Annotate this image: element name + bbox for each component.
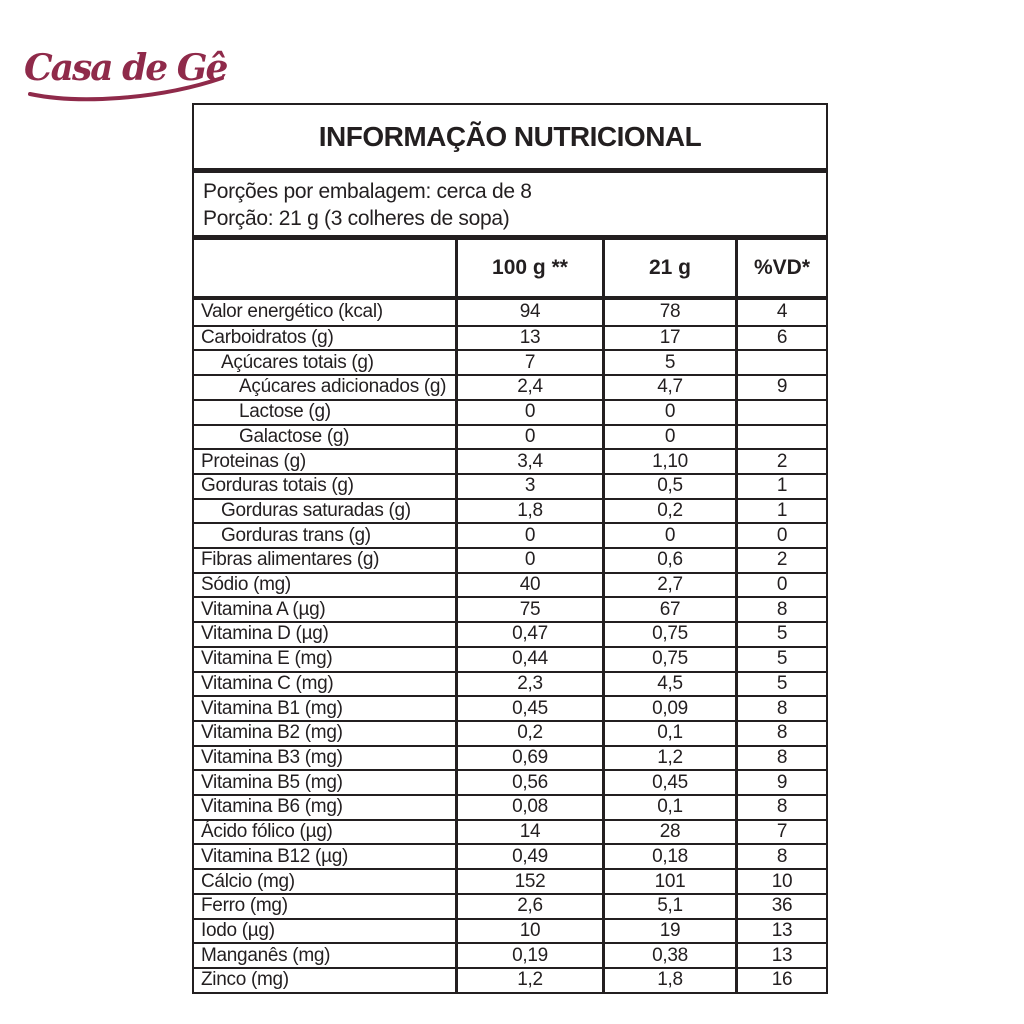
cell-vd: 5 bbox=[735, 673, 826, 696]
row-label: Carboidratos (g) bbox=[201, 327, 334, 349]
cell-vd: 10 bbox=[735, 870, 826, 893]
cell-21g: 4,7 bbox=[602, 376, 735, 399]
row-label: Vitamina B12 (µg) bbox=[201, 845, 349, 867]
cell-100g: 75 bbox=[455, 598, 602, 621]
cell-21g: 0,75 bbox=[602, 623, 735, 646]
row-label: Vitamina B1 (mg) bbox=[201, 697, 343, 719]
column-header-row bbox=[194, 240, 826, 300]
row-label: Galactose (g) bbox=[239, 425, 350, 447]
table-row bbox=[194, 819, 826, 844]
row-label: Gorduras totais (g) bbox=[201, 475, 354, 497]
cell-vd: 4 bbox=[735, 300, 826, 325]
cell-vd: 8 bbox=[735, 747, 826, 770]
table-row bbox=[194, 399, 826, 424]
cell-21g: 19 bbox=[602, 920, 735, 943]
table-row bbox=[194, 349, 826, 374]
table-row bbox=[194, 374, 826, 399]
cell-100g: 0 bbox=[455, 401, 602, 424]
cell-21g: 2,7 bbox=[602, 574, 735, 597]
cell-vd: 0 bbox=[735, 524, 826, 547]
row-label: Fibras alimentares (g) bbox=[201, 549, 380, 571]
cell-vd: 8 bbox=[735, 722, 826, 745]
cell-vd: 6 bbox=[735, 327, 826, 350]
cell-21g: 0,75 bbox=[602, 648, 735, 671]
cell-vd: 8 bbox=[735, 796, 826, 819]
cell-21g: 0,2 bbox=[602, 500, 735, 523]
table-row bbox=[194, 794, 826, 819]
row-label: Vitamina A (µg) bbox=[201, 598, 326, 620]
cell-vd: 9 bbox=[735, 376, 826, 399]
cell-100g: 0,56 bbox=[455, 771, 602, 794]
row-label: Lactose (g) bbox=[239, 401, 331, 423]
cell-21g: 0,18 bbox=[602, 845, 735, 868]
cell-21g: 0 bbox=[602, 524, 735, 547]
table-body bbox=[194, 300, 826, 992]
cell-vd: 2 bbox=[735, 450, 826, 473]
cell-100g: 0,2 bbox=[455, 722, 602, 745]
row-label: Iodo (µg) bbox=[201, 919, 275, 941]
table-row bbox=[194, 621, 826, 646]
cell-100g: 0 bbox=[455, 524, 602, 547]
cell-vd bbox=[735, 351, 826, 374]
cell-100g: 14 bbox=[455, 821, 602, 844]
row-label: Cálcio (mg) bbox=[201, 870, 295, 892]
table-row bbox=[194, 671, 826, 696]
cell-100g: 3,4 bbox=[455, 450, 602, 473]
table-row bbox=[194, 646, 826, 671]
table-row bbox=[194, 498, 826, 523]
cell-100g: 40 bbox=[455, 574, 602, 597]
row-label: Ácido fólico (µg) bbox=[201, 821, 333, 843]
cell-100g: 0,08 bbox=[455, 796, 602, 819]
table-row bbox=[194, 843, 826, 868]
cell-100g: 2,4 bbox=[455, 376, 602, 399]
cell-21g: 0 bbox=[602, 401, 735, 424]
row-label: Açúcares totais (g) bbox=[221, 351, 374, 373]
table-row bbox=[194, 522, 826, 547]
cell-21g: 1,8 bbox=[602, 969, 735, 992]
table-row bbox=[194, 473, 826, 498]
cell-21g: 67 bbox=[602, 598, 735, 621]
cell-100g: 7 bbox=[455, 351, 602, 374]
cell-21g: 0,38 bbox=[602, 944, 735, 967]
table-row bbox=[194, 300, 826, 325]
header-100g: 100 g ** bbox=[455, 240, 602, 296]
row-label: Vitamina B3 (mg) bbox=[201, 747, 343, 768]
table-row bbox=[194, 769, 826, 794]
cell-100g: 152 bbox=[455, 870, 602, 893]
cell-21g: 0 bbox=[602, 426, 735, 449]
cell-100g: 0,47 bbox=[455, 623, 602, 646]
row-label: Manganês (mg) bbox=[201, 944, 331, 966]
cell-vd: 13 bbox=[735, 944, 826, 967]
cell-vd: 36 bbox=[735, 895, 826, 918]
header-vd: %VD* bbox=[735, 240, 826, 296]
table-row bbox=[194, 745, 826, 770]
table-row bbox=[194, 448, 826, 473]
header-empty-cell bbox=[194, 240, 455, 296]
cell-100g: 2,3 bbox=[455, 673, 602, 696]
cell-vd: 0 bbox=[735, 574, 826, 597]
table-row bbox=[194, 547, 826, 572]
header-21g: 21 g bbox=[602, 240, 735, 296]
cell-21g: 0,1 bbox=[602, 722, 735, 745]
cell-100g: 1,2 bbox=[455, 969, 602, 992]
cell-100g: 0,19 bbox=[455, 944, 602, 967]
row-label: Sódio (mg) bbox=[201, 574, 291, 596]
cell-vd: 16 bbox=[735, 969, 826, 992]
table-row bbox=[194, 720, 826, 745]
cell-vd: 9 bbox=[735, 771, 826, 794]
table-row bbox=[194, 942, 826, 967]
cell-vd: 7 bbox=[735, 821, 826, 844]
cell-100g: 2,6 bbox=[455, 895, 602, 918]
cell-vd: 2 bbox=[735, 549, 826, 572]
cell-vd: 1 bbox=[735, 500, 826, 523]
cell-21g: 0,6 bbox=[602, 549, 735, 572]
cell-vd: 8 bbox=[735, 598, 826, 621]
cell-100g: 10 bbox=[455, 920, 602, 943]
table-row bbox=[194, 325, 826, 350]
row-label: Proteinas (g) bbox=[201, 450, 306, 472]
cell-100g: 0,69 bbox=[455, 747, 602, 770]
cell-21g: 5,1 bbox=[602, 895, 735, 918]
row-label: Vitamina B6 (mg) bbox=[201, 796, 343, 818]
cell-21g: 0,45 bbox=[602, 771, 735, 794]
row-label: Vitamina C (mg) bbox=[201, 672, 334, 694]
cell-21g: 78 bbox=[602, 300, 735, 325]
row-label: Ferro (mg) bbox=[201, 895, 288, 917]
cell-vd: 5 bbox=[735, 623, 826, 646]
table-row bbox=[194, 596, 826, 621]
cell-21g: 1,2 bbox=[602, 747, 735, 770]
cell-vd: 13 bbox=[735, 920, 826, 943]
row-label: Vitamina D (µg) bbox=[201, 623, 329, 645]
cell-21g: 0,1 bbox=[602, 796, 735, 819]
cell-vd bbox=[735, 426, 826, 449]
cell-21g: 5 bbox=[602, 351, 735, 374]
table-row bbox=[194, 695, 826, 720]
servings-per-package: Porções por embalagem: cerca de 8 bbox=[203, 180, 532, 203]
brand-logo bbox=[22, 38, 232, 106]
cell-vd bbox=[735, 401, 826, 424]
cell-100g: 1,8 bbox=[455, 500, 602, 523]
brand-logo-text: Casa de Gê bbox=[24, 47, 227, 89]
row-label: Gorduras saturadas (g) bbox=[221, 499, 411, 521]
cell-100g: 0,49 bbox=[455, 845, 602, 868]
table-row bbox=[194, 893, 826, 918]
row-label: Vitamina E (mg) bbox=[201, 648, 333, 670]
cell-100g: 0 bbox=[455, 549, 602, 572]
cell-21g: 0,5 bbox=[602, 475, 735, 498]
cell-vd: 8 bbox=[735, 697, 826, 720]
row-label: Vitamina B2 (mg) bbox=[201, 722, 343, 744]
cell-21g: 4,5 bbox=[602, 673, 735, 696]
table-row bbox=[194, 868, 826, 893]
cell-21g: 17 bbox=[602, 327, 735, 350]
cell-vd: 5 bbox=[735, 648, 826, 671]
cell-21g: 101 bbox=[602, 870, 735, 893]
row-label: Gorduras trans (g) bbox=[221, 524, 371, 546]
table-title: INFORMAÇÃO NUTRICIONAL bbox=[194, 105, 826, 173]
cell-100g: 0 bbox=[455, 426, 602, 449]
cell-100g: 0,45 bbox=[455, 697, 602, 720]
cell-100g: 94 bbox=[455, 300, 602, 325]
serving-size: Porção: 21 g (3 colheres de sopa) bbox=[203, 207, 510, 230]
cell-21g: 1,10 bbox=[602, 450, 735, 473]
row-label: Valor energético (kcal) bbox=[201, 301, 383, 323]
table-row bbox=[194, 424, 826, 449]
servings-info bbox=[194, 173, 826, 240]
cell-100g: 13 bbox=[455, 327, 602, 350]
nutrition-table bbox=[192, 103, 828, 994]
cell-21g: 0,09 bbox=[602, 697, 735, 720]
row-label: Zinco (mg) bbox=[201, 969, 289, 991]
cell-21g: 28 bbox=[602, 821, 735, 844]
table-row bbox=[194, 967, 826, 992]
cell-100g: 0,44 bbox=[455, 648, 602, 671]
table-row bbox=[194, 572, 826, 597]
row-label: Vitamina B5 (mg) bbox=[201, 771, 343, 793]
cell-vd: 8 bbox=[735, 845, 826, 868]
cell-vd: 1 bbox=[735, 475, 826, 498]
table-row bbox=[194, 918, 826, 943]
cell-100g: 3 bbox=[455, 475, 602, 498]
row-label: Açúcares adicionados (g) bbox=[239, 376, 447, 398]
